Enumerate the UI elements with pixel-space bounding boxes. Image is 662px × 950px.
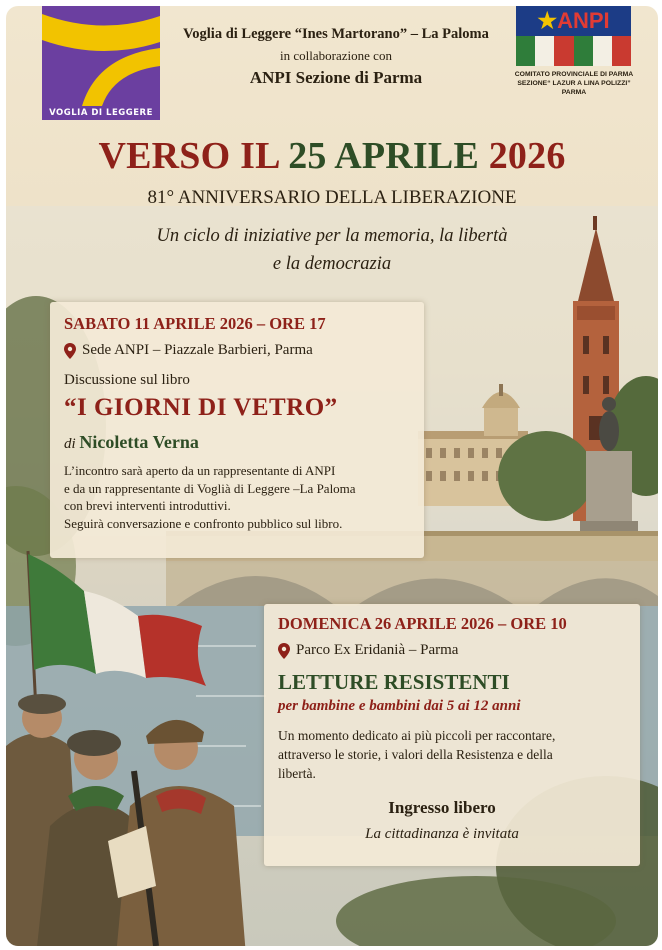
event1-intro: Discussione sul libro xyxy=(64,372,190,388)
collaboration-line: in collaborazione con xyxy=(280,48,392,63)
event2-audience: per bambine e bambini dai 5 ai 12 anni xyxy=(278,698,521,714)
event1-book-title: “I GIORNI DI VETRO” xyxy=(64,394,338,421)
anniversary-subtitle: 81° ANNIVERSARIO DELLA LIBERAZIONE xyxy=(147,187,517,208)
location-pin-icon xyxy=(64,343,76,359)
tagline-line-1: Un ciclo di iniziative per la memoria, la libertà xyxy=(156,226,508,246)
organizer-line: Voglia di Leggere “Ines Martorano” – La Paloma xyxy=(183,26,489,42)
anpi-committee: COMITATO PROVINCIALE DI PARMA xyxy=(514,71,634,78)
partner-line: ANPI Sezione di Parma xyxy=(249,68,423,87)
tagline-line-2: e la democrazia xyxy=(272,254,392,274)
event1-author: Nicoletta Verna xyxy=(79,432,199,452)
event1-author-row: di Nicoletta Verna xyxy=(64,432,199,452)
anpi-city: PARMA xyxy=(561,89,587,96)
event1-location: Sede ANPI – Piazzale Barbieri, Parma xyxy=(82,342,313,358)
location-pin-icon xyxy=(278,643,290,659)
logo-mark-icon xyxy=(42,6,160,120)
invitation: La cittadinanza è invitata xyxy=(365,826,519,842)
anpi-name: ANPI xyxy=(557,8,610,33)
poster xyxy=(6,6,658,946)
event1-location-row xyxy=(64,342,313,359)
anpi-section: SEZIONE“ LAZUR A LINA POLIZZI” xyxy=(517,80,631,87)
event1-description: L’incontro sarà aperto da un rappresentante di ANPI e da un rappresentante di Voglià di Leggere –La Paloma con brevi interventi introduttivi. Seguirà conversazione e confronto pubblico sul libro. xyxy=(64,463,356,531)
italian-flag-icon xyxy=(516,36,631,66)
event2-location-row xyxy=(278,642,458,659)
event-card-1 xyxy=(50,302,424,558)
event1-date: SABATO 11 APRILE 2026 – ORE 17 xyxy=(64,314,326,333)
free-entry: Ingresso libero xyxy=(388,798,496,817)
star-icon: ★ xyxy=(537,8,558,33)
logo-text: VOGLIA DI LEGGERE xyxy=(49,108,153,118)
event2-date: DOMENICA 26 APRILE 2026 – ORE 10 xyxy=(278,614,567,633)
event2-title: LETTURE RESISTENTI xyxy=(278,670,510,694)
main-title: VERSO IL 25 APRILE 2026 xyxy=(98,135,566,177)
event2-description: Un momento dedicato ai più piccoli per raccontare, attraverso le storie, i valori della Resistenza e della libertà. xyxy=(278,728,556,781)
event2-location: Parco Ex Eridanià – Parma xyxy=(296,642,459,658)
anpi-logo xyxy=(516,6,631,66)
event-card-2 xyxy=(264,604,640,866)
voglia-di-leggere-logo xyxy=(42,6,160,120)
